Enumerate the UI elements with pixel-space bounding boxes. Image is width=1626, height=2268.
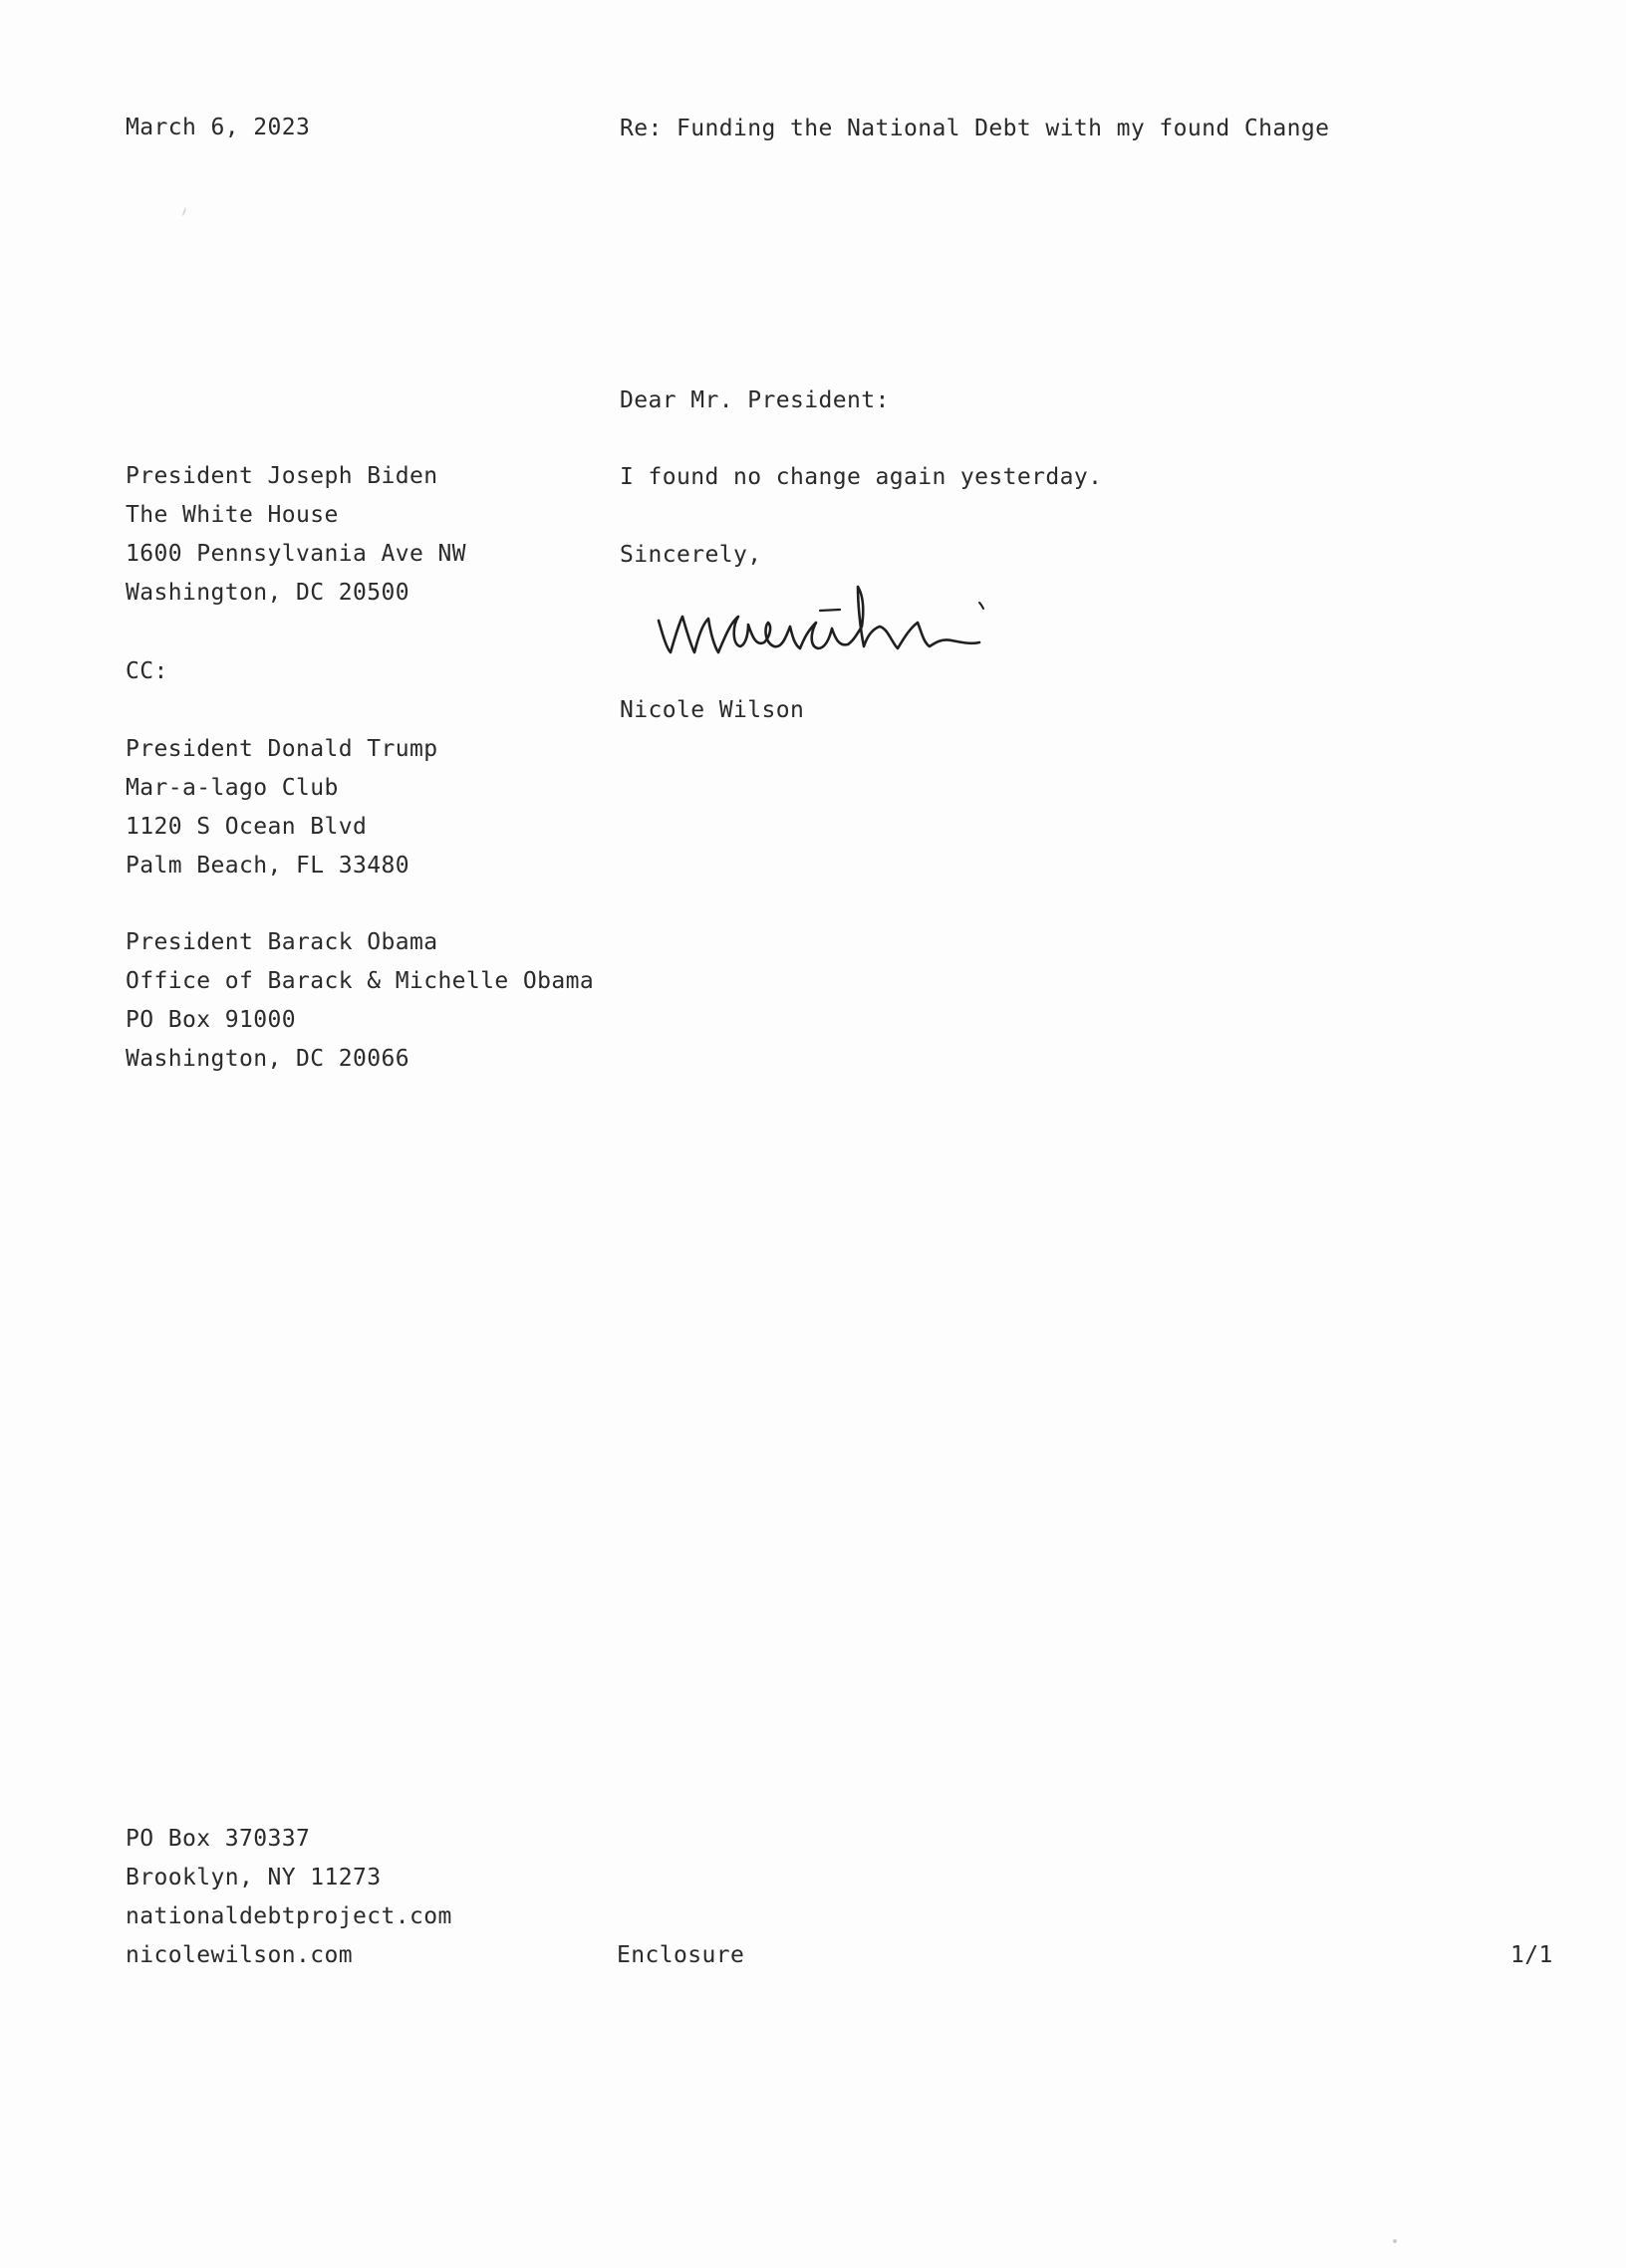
- footer-line: Brooklyn, NY 11273: [126, 1865, 382, 1890]
- address-line: The White House: [126, 502, 339, 528]
- address-line: President Joseph Biden: [126, 463, 438, 489]
- address-line: 1600 Pennsylvania Ave NW: [126, 541, 466, 567]
- scan-speck: [182, 207, 187, 216]
- page-number: 1/1: [1510, 1942, 1553, 1968]
- signer-name: Nicole Wilson: [620, 697, 805, 723]
- salutation: Dear Mr. President:: [620, 387, 890, 413]
- enclosure-note: Enclosure: [617, 1942, 745, 1968]
- closing: Sincerely,: [620, 542, 762, 568]
- sender-address: [126, 1820, 452, 1975]
- letter-subject: Re: Funding the National Debt with my found Change: [620, 116, 1330, 141]
- handwritten-signature: [653, 583, 1011, 672]
- address-line: PO Box 91000: [126, 1007, 296, 1033]
- scan-speck: [1393, 2239, 1397, 2243]
- address-line: Palm Beach, FL 33480: [126, 853, 409, 879]
- cc-address-1: [126, 730, 437, 885]
- footer-line: PO Box 370337: [126, 1826, 311, 1852]
- address-line: Mar-a-lago Club: [126, 775, 339, 801]
- address-line: President Donald Trump: [126, 736, 438, 762]
- address-line: Office of Barack & Michelle Obama: [126, 968, 595, 994]
- address-line: 1120 S Ocean Blvd: [126, 814, 368, 840]
- address-line: President Barack Obama: [126, 929, 438, 955]
- recipient-address: [126, 457, 466, 613]
- cc-address-2: [126, 923, 594, 1079]
- cc-label: CC:: [126, 658, 168, 684]
- letter-body: I found no change again yesterday.: [620, 464, 1103, 490]
- address-line: Washington, DC 20500: [126, 580, 409, 606]
- letter-date: March 6, 2023: [126, 115, 311, 140]
- address-line: Washington, DC 20066: [126, 1046, 409, 1072]
- footer-line: nationaldebtproject.com: [126, 1903, 452, 1929]
- footer-line: nicolewilson.com: [126, 1942, 353, 1968]
